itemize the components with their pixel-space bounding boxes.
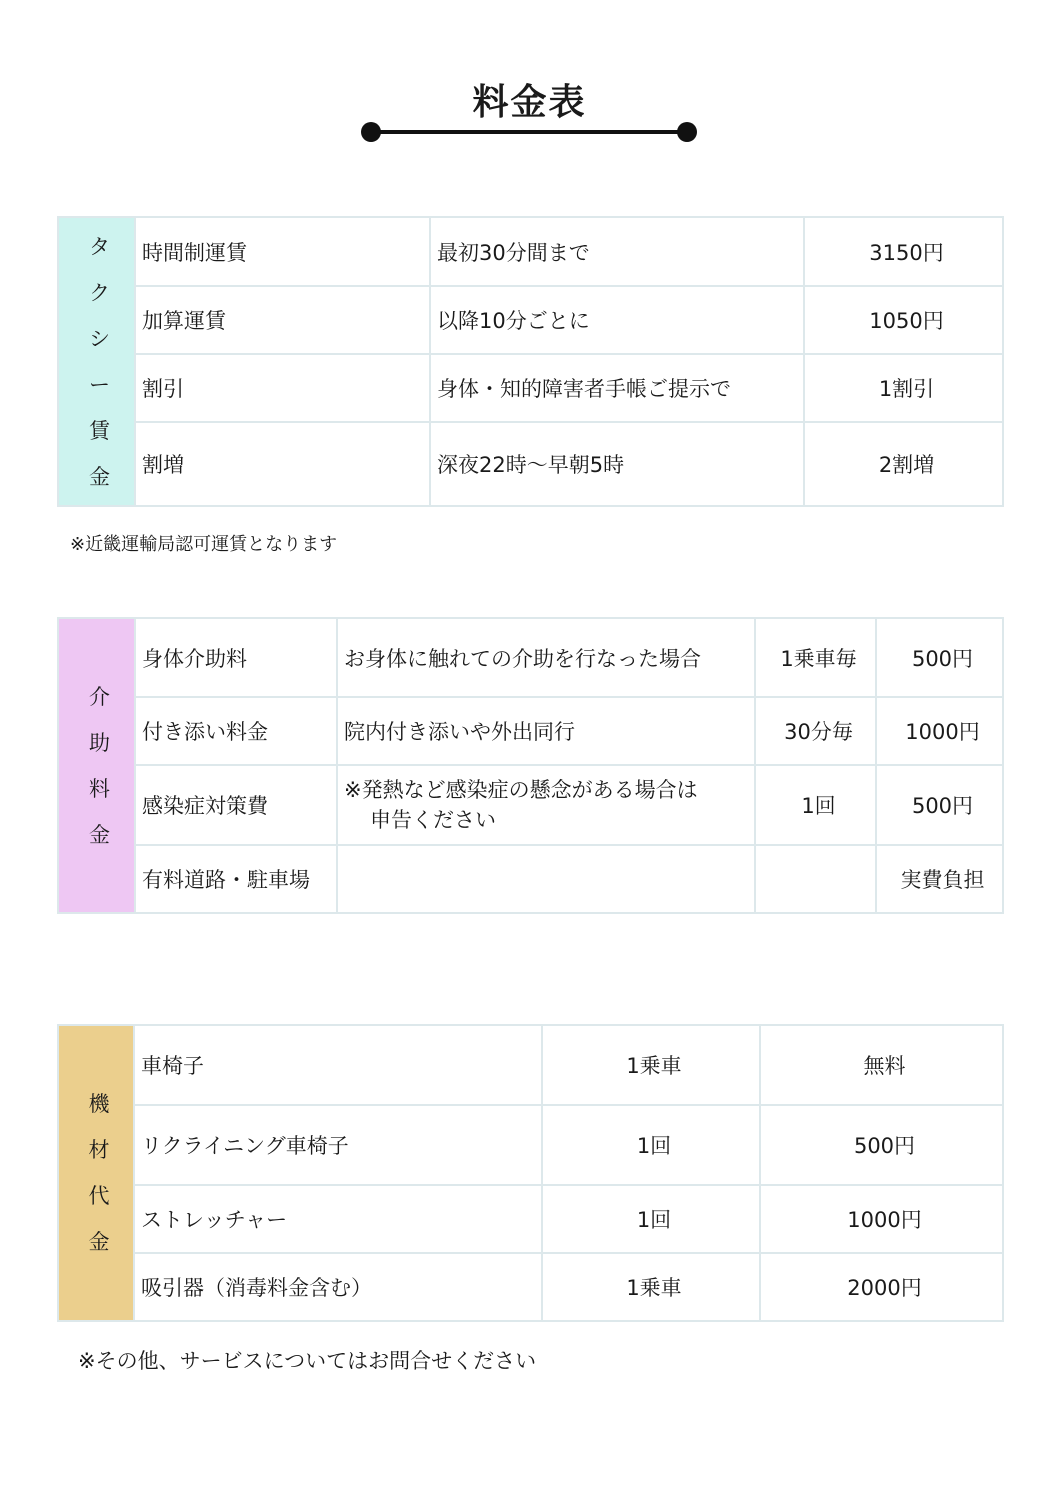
table-row bbox=[58, 845, 1003, 913]
fare-condition: 深夜22時〜早朝5時 bbox=[430, 422, 804, 506]
fare-price: 2割増 bbox=[804, 422, 1003, 506]
table-row bbox=[58, 217, 1003, 286]
care-item: 付き添い料金 bbox=[135, 697, 337, 765]
care-price: 実費負担 bbox=[876, 845, 1003, 913]
fare-item: 割引 bbox=[135, 354, 430, 422]
equipment-unit: 1回 bbox=[542, 1185, 760, 1253]
table-row bbox=[58, 1185, 1003, 1253]
fare-price: 3150円 bbox=[804, 217, 1003, 286]
care-unit: 30分毎 bbox=[755, 697, 876, 765]
care-description bbox=[337, 765, 755, 845]
table-row bbox=[58, 1025, 1003, 1105]
equipment-unit: 1回 bbox=[542, 1105, 760, 1185]
equipment-item: リクライニング車椅子 bbox=[134, 1105, 542, 1185]
table-row bbox=[58, 422, 1003, 506]
care-unit bbox=[755, 845, 876, 913]
care-fee-table bbox=[57, 617, 1004, 914]
table-row bbox=[58, 1105, 1003, 1185]
equipment-unit: 1乗車 bbox=[542, 1025, 760, 1105]
equipment-price: 無料 bbox=[760, 1025, 1003, 1105]
care-price: 500円 bbox=[876, 765, 1003, 845]
page-title: 料金表 bbox=[472, 82, 587, 123]
fare-condition: 最初30分間まで bbox=[430, 217, 804, 286]
fare-item: 加算運賃 bbox=[135, 286, 430, 354]
fare-condition: 以降10分ごとに bbox=[430, 286, 804, 354]
care-description bbox=[337, 845, 755, 913]
inquiry-note: ※その他、サービスについてはお問合せください bbox=[78, 1349, 537, 1373]
care-price: 500円 bbox=[876, 618, 1003, 697]
fare-price: 1割引 bbox=[804, 354, 1003, 422]
care-description-line2: 申告ください bbox=[370, 808, 496, 832]
equipment-unit: 1乗車 bbox=[542, 1253, 760, 1321]
care-unit: 1回 bbox=[755, 765, 876, 845]
fare-condition: 身体・知的障害者手帳ご提示で bbox=[430, 354, 804, 422]
care-item: 感染症対策費 bbox=[135, 765, 337, 845]
fare-item: 割増 bbox=[135, 422, 430, 506]
care-item: 身体介助料 bbox=[135, 618, 337, 697]
table-row bbox=[58, 286, 1003, 354]
taxi-fare-table bbox=[57, 216, 1004, 507]
table-row bbox=[58, 618, 1003, 697]
taxi-category-label: タ ク シ ー 賃 金 bbox=[58, 217, 135, 506]
care-price: 1000円 bbox=[876, 697, 1003, 765]
table-row bbox=[58, 354, 1003, 422]
equipment-fee-table bbox=[57, 1024, 1004, 1322]
equipment-price: 500円 bbox=[760, 1105, 1003, 1185]
care-description: 院内付き添いや外出同行 bbox=[337, 697, 755, 765]
table-row bbox=[58, 1253, 1003, 1321]
equipment-item: 車椅子 bbox=[134, 1025, 542, 1105]
table-row bbox=[58, 765, 1003, 845]
fare-item: 時間制運賃 bbox=[135, 217, 430, 286]
equipment-price: 2000円 bbox=[760, 1253, 1003, 1321]
taxi-fare-note: ※近畿運輸局認可運賃となります bbox=[70, 534, 338, 555]
care-description: お身体に触れての介助を行なった場合 bbox=[337, 618, 755, 697]
table-row bbox=[58, 697, 1003, 765]
care-item: 有料道路・駐車場 bbox=[135, 845, 337, 913]
care-unit: 1乗車毎 bbox=[755, 618, 876, 697]
fare-price: 1050円 bbox=[804, 286, 1003, 354]
equipment-item: 吸引器（消毒料金含む） bbox=[134, 1253, 542, 1321]
care-description-line1: ※発熱など感染症の懸念がある場合は bbox=[344, 778, 698, 802]
care-category-label: 介 助 料 金 bbox=[58, 618, 135, 913]
title-divider bbox=[359, 120, 699, 144]
equipment-category-label: 機 材 代 金 bbox=[58, 1025, 134, 1321]
equipment-item: ストレッチャー bbox=[134, 1185, 542, 1253]
equipment-price: 1000円 bbox=[760, 1185, 1003, 1253]
